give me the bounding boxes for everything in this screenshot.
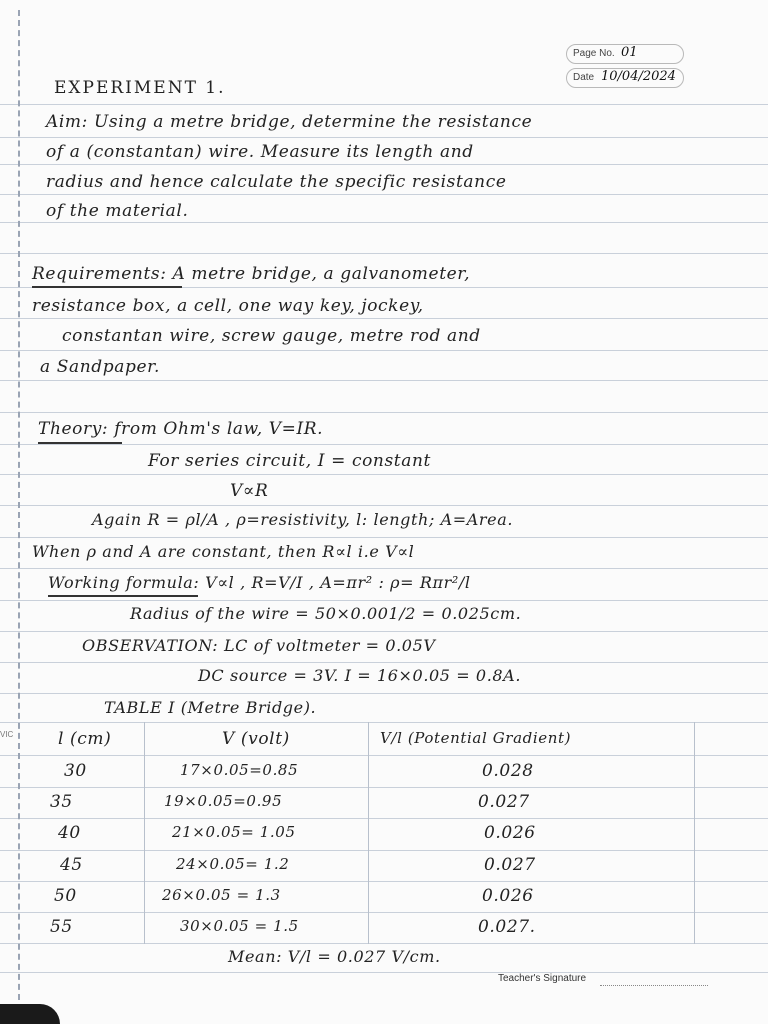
table-cell-gradient: 0.027. — [478, 917, 536, 937]
ruled-line — [0, 412, 768, 413]
table-cell-length: 40 — [58, 823, 81, 843]
table-cell-gradient: 0.028 — [482, 761, 534, 781]
table-cell-voltage: 26×0.05 = 1.3 — [162, 886, 281, 904]
ruled-line — [0, 505, 768, 506]
theory-line-1: Theory: from Ohm's law, V=IR. — [38, 419, 324, 439]
ruled-line — [0, 380, 768, 381]
table-header-voltage: V (volt) — [222, 729, 290, 749]
aim-line-3: radius and hence calculate the specific resistance — [46, 172, 507, 192]
binder-corner — [0, 1004, 60, 1024]
table-cell-length: 50 — [54, 886, 77, 906]
ruled-line — [0, 881, 768, 882]
theory-line-6: Working formula: V∝l , R=V/I , A=πr² : ρ= Rπr²/l — [48, 573, 471, 592]
table-cell-length: 35 — [50, 792, 73, 812]
table-cell-gradient: 0.027 — [478, 792, 530, 812]
table-cell-voltage: 24×0.05= 1.2 — [176, 855, 290, 873]
observation-line-1: OBSERVATION: LC of voltmeter = 0.05V — [82, 636, 436, 655]
ruled-line — [0, 222, 768, 223]
ruled-line — [0, 444, 768, 445]
theory-line-3: V∝R — [230, 481, 269, 501]
table-cell-length: 55 — [50, 917, 73, 937]
requirements-line-4: a Sandpaper. — [40, 357, 160, 377]
page-number-label: Page No. — [573, 48, 615, 59]
theory-line-5: When ρ and A are constant, then R∝l i.e V∝l — [32, 542, 415, 561]
ruled-line — [0, 137, 768, 138]
requirements-line-1: Requirements: A metre bridge, a galvanometer, — [32, 264, 471, 284]
ruled-line — [0, 755, 768, 756]
table-cell-gradient: 0.026 — [482, 886, 534, 906]
table-cell-voltage: 30×0.05 = 1.5 — [180, 917, 299, 935]
requirements-line-2: resistance box, a cell, one way key, jockey, — [32, 296, 424, 316]
date-value: 10/04/2024 — [601, 69, 676, 84]
aim-line-2: of a (constantan) wire. Measure its length and — [46, 142, 474, 162]
ruled-line — [0, 600, 768, 601]
ruled-line — [0, 537, 768, 538]
date-label: Date — [573, 72, 595, 83]
page-number-box — [566, 44, 684, 64]
ruled-line — [0, 912, 768, 913]
ruled-line — [0, 568, 768, 569]
ruled-line — [0, 722, 768, 723]
ruled-line — [0, 662, 768, 663]
requirements-underline — [32, 286, 182, 288]
theory-line-2: For series circuit, I = constant — [148, 451, 431, 471]
ruled-line — [0, 164, 768, 165]
ruled-line — [0, 104, 768, 105]
ruled-line — [0, 350, 768, 351]
ruled-line — [0, 787, 768, 788]
teacher-signature-line — [600, 985, 708, 986]
ruled-line — [0, 850, 768, 851]
table-header-length: l (cm) — [58, 729, 112, 749]
ruled-line — [0, 253, 768, 254]
table-cell-gradient: 0.027 — [484, 855, 536, 875]
table-cell-length: 30 — [64, 761, 87, 781]
theory-line-4: Again R = ρl/A , ρ=resistivity, l: length; A=Area. — [92, 510, 514, 529]
ruled-line — [0, 474, 768, 475]
aim-line-1: Aim: Using a metre bridge, determine the resistance — [46, 112, 533, 132]
ruled-line — [0, 631, 768, 632]
table-caption: TABLE I (Metre Bridge). — [104, 698, 317, 717]
page-number-value: 01 — [621, 45, 638, 60]
table-column-divider — [144, 722, 145, 944]
ruled-line — [0, 943, 768, 944]
mean-value: Mean: V/l = 0.027 V/cm. — [228, 947, 441, 966]
working-formula-underline — [48, 595, 198, 597]
requirements-line-3: constantan wire, screw gauge, metre rod and — [62, 326, 481, 346]
experiment-title: EXPERIMENT 1. — [54, 78, 226, 98]
margin-line — [18, 10, 20, 1010]
table-header-gradient: V/l (Potential Gradient) — [380, 729, 572, 747]
theory-line-7: Radius of the wire = 50×0.001/2 = 0.025cm. — [130, 604, 522, 623]
ruled-line — [0, 818, 768, 819]
ruled-line — [0, 972, 768, 973]
date-box — [566, 68, 684, 88]
aim-line-4: of the material. — [46, 201, 189, 221]
ruled-line — [0, 693, 768, 694]
table-cell-gradient: 0.026 — [484, 823, 536, 843]
table-cell-voltage: 17×0.05=0.85 — [180, 761, 299, 779]
teacher-signature-label: Teacher's Signature — [498, 973, 587, 984]
table-cell-voltage: 19×0.05=0.95 — [164, 792, 283, 810]
table-column-divider — [694, 722, 695, 944]
observation-line-2: DC source = 3V. I = 16×0.05 = 0.8A. — [198, 666, 522, 685]
table-cell-voltage: 21×0.05= 1.05 — [172, 823, 296, 841]
table-column-divider — [368, 722, 369, 944]
ruled-line — [0, 318, 768, 319]
ruled-line — [0, 194, 768, 195]
edge-text: VIC — [0, 730, 14, 739]
theory-underline — [38, 442, 122, 444]
table-cell-length: 45 — [60, 855, 83, 875]
